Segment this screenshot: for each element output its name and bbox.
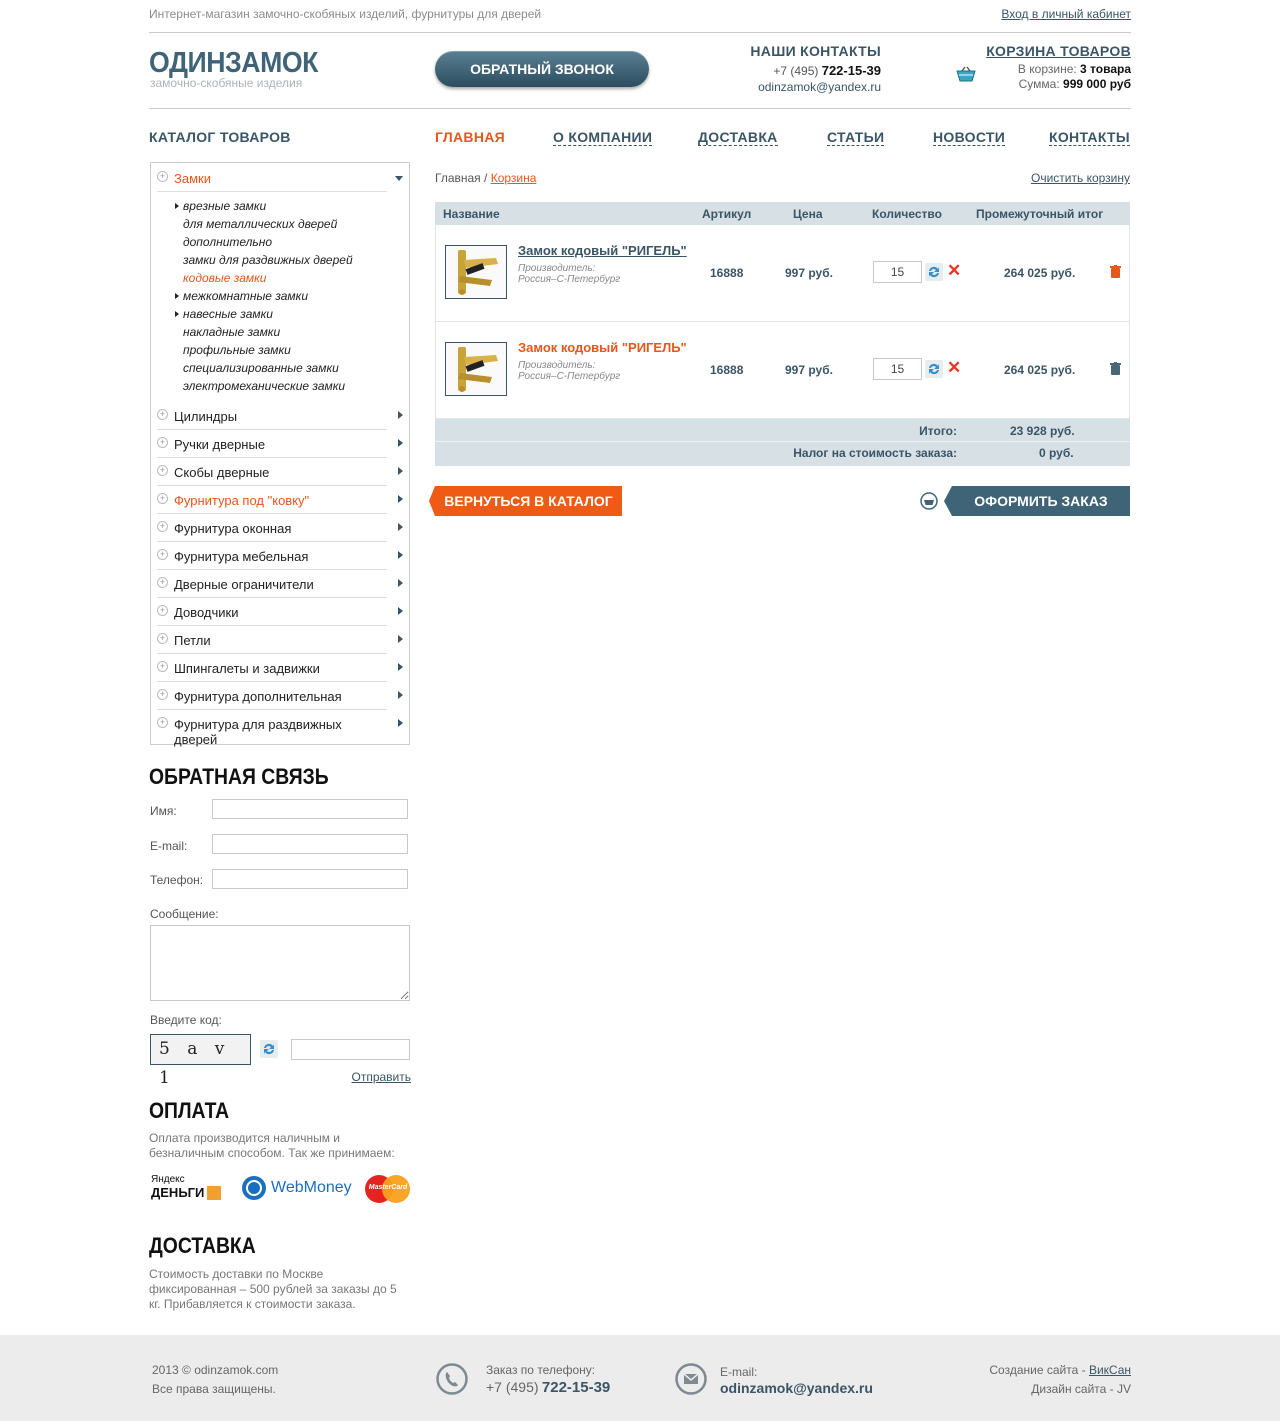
chevron-right-icon (398, 411, 403, 419)
quantity-input[interactable]: 15 (873, 358, 922, 380)
subcategory-item[interactable]: профильные замки (183, 343, 291, 357)
cart-sum (986, 77, 1131, 91)
category-item[interactable] (157, 430, 387, 458)
envelope-icon (675, 1363, 707, 1395)
message-label: Сообщение: (150, 907, 219, 921)
breadcrumb-home[interactable]: Главная (435, 171, 481, 185)
catalog-title: КАТАЛОГ ТОВАРОВ (149, 129, 291, 145)
totals-divider (435, 441, 1130, 442)
category-label: Фурнитура для раздвижных дверей (174, 717, 342, 747)
subcategory-item[interactable]: специализированные замки (183, 361, 339, 375)
mastercard-logo-text: MasterCard (368, 1184, 408, 1191)
footer-email[interactable] (720, 1380, 873, 1396)
lock-image (446, 343, 506, 395)
yandex-wallet-icon (207, 1186, 221, 1200)
chevron-right-icon (398, 607, 403, 615)
captcha-input[interactable] (291, 1039, 410, 1060)
remove-x-icon[interactable]: ✕ (947, 261, 962, 280)
mastercard-logo (365, 1175, 411, 1203)
callback-button[interactable]: ОБРАТНЫЙ ЗВОНОК (435, 51, 649, 87)
expand-icon: + (157, 605, 168, 616)
chevron-right-icon (398, 551, 403, 559)
category-item[interactable] (157, 402, 387, 430)
product-name-link[interactable]: Замок кодовый "РИГЕЛЬ" (518, 243, 687, 258)
feedback-title: ОБРАТНАЯ СВЯЗЬ (149, 764, 329, 789)
footer-rights: Все права защищены. (152, 1382, 276, 1396)
clear-cart-link[interactable]: Очистить корзину (1031, 171, 1130, 185)
name-label: Имя: (150, 804, 177, 818)
expand-icon: + (157, 437, 168, 448)
email-field[interactable] (212, 834, 408, 854)
breadcrumb (435, 171, 536, 185)
category-item[interactable] (157, 570, 387, 598)
chevron-right-icon (398, 691, 403, 699)
expand-icon: + (157, 171, 168, 182)
chevron-right-icon (398, 663, 403, 671)
manufacturer-value: Россия–С-Петербург (518, 371, 621, 382)
expand-icon: + (157, 549, 168, 560)
category-item[interactable] (157, 486, 387, 514)
subcategory-label: врезные замки (183, 199, 267, 213)
col-name: Название (443, 207, 500, 221)
nav-delivery[interactable]: ДОСТАВКА (698, 129, 778, 145)
chevron-right-icon (398, 719, 403, 727)
expand-icon: + (157, 689, 168, 700)
nav-news[interactable]: НОВОСТИ (933, 129, 1006, 145)
footer-made (989, 1363, 1131, 1377)
footer-email-value: odinzamok@yandex.ru (720, 1380, 873, 1396)
totals-block (435, 419, 1130, 466)
footer-design: Дизайн сайта - JV (1031, 1382, 1131, 1396)
cart-count-label: В корзине: (1017, 62, 1077, 76)
chevron-right-icon (398, 495, 403, 503)
category-label: Ручки дверные (174, 437, 266, 452)
product-subtotal: 264 025 руб. (1004, 266, 1076, 280)
category-item[interactable] (157, 598, 387, 626)
footer-email-label: E-mail: (720, 1365, 758, 1379)
subcategory-item[interactable] (183, 199, 266, 213)
phone-number: 722-15-39 (821, 63, 881, 78)
expand-icon: + (157, 409, 168, 420)
table-header (435, 202, 1130, 225)
yandex-logo-bottom: ДЕНЬГИ (151, 1185, 205, 1200)
table-row (435, 225, 1130, 322)
category-label: Петли (174, 633, 211, 648)
delivery-title: ДОСТАВКА (149, 1233, 256, 1258)
footer-phone-prefix: +7 (495) (486, 1379, 539, 1395)
triangle-icon (175, 203, 179, 209)
footer-phone (486, 1379, 610, 1396)
footer-made-link[interactable]: ВикСан (1088, 1363, 1131, 1377)
product-manufacturer (518, 360, 620, 382)
subcategory-label: межкомнатные замки (183, 289, 308, 303)
product-thumbnail[interactable] (445, 342, 507, 396)
total-label: Итого: (919, 424, 957, 438)
site-logo-subtitle: замочно-скобяные изделия (150, 76, 303, 90)
webmoney-logo-text: WebMoney (271, 1179, 352, 1196)
product-manufacturer (518, 263, 620, 285)
send-link[interactable]: Отправить (351, 1070, 411, 1084)
footer (0, 1335, 1280, 1421)
product-price: 997 руб. (785, 266, 833, 280)
expand-icon: + (157, 661, 168, 672)
breadcrumb-separator: / (480, 171, 491, 185)
product-subtotal: 264 025 руб. (1004, 363, 1076, 377)
cart-block (986, 43, 1131, 91)
refresh-icon[interactable] (925, 263, 943, 281)
back-to-catalog-button[interactable]: ВЕРНУТЬСЯ В КАТАЛОГ (435, 486, 622, 516)
refresh-icon[interactable] (260, 1040, 278, 1058)
manufacturer-value: Россия–С-Петербург (518, 274, 621, 285)
category-label: Замки (174, 171, 211, 186)
contacts-block (750, 43, 881, 94)
category-label: Фурнитура под "ковку" (174, 493, 310, 508)
yandex-money-logo (151, 1174, 223, 1204)
manufacturer-label: Производитель: (518, 263, 596, 274)
total-value: 23 928 руб. (1010, 424, 1075, 438)
subcategory-label: навесные замки (183, 307, 273, 321)
tax-value: 0 руб. (1039, 446, 1074, 460)
category-item[interactable] (157, 458, 387, 486)
site-logo[interactable]: ОДИНЗАМОК (149, 47, 318, 79)
category-item[interactable] (157, 682, 387, 710)
cart-sum-label: Сумма: (1018, 77, 1060, 91)
category-label: Фурнитура дополнительная (174, 689, 342, 704)
contacts-phone (750, 63, 881, 78)
category-label: Скобы дверные (174, 465, 270, 480)
contacts-title: НАШИ КОНТАКТЫ (750, 43, 881, 59)
header (149, 33, 1131, 109)
col-price: Цена (793, 207, 823, 221)
chevron-right-icon (398, 467, 403, 475)
footer-made-label: Создание сайта - (989, 1363, 1086, 1377)
login-link[interactable]: Вход в личный кабинет (1001, 7, 1131, 21)
col-quantity: Количество (872, 207, 942, 221)
email-label: E-mail: (150, 839, 188, 853)
cart-count-value: 3 товара (1080, 62, 1131, 76)
expand-icon: + (157, 493, 168, 504)
cart-sum-value: 999 000 руб (1063, 77, 1131, 91)
main-nav (435, 129, 1131, 149)
category-label: Дверные ограничители (174, 577, 314, 592)
category-label: Фурнитура мебельная (174, 549, 309, 564)
expand-icon: + (157, 717, 168, 728)
manufacturer-label: Производитель: (518, 360, 596, 371)
webmoney-globe-icon (241, 1175, 267, 1201)
chevron-right-icon (398, 635, 403, 643)
subcategory-item[interactable]: накладные замки (183, 325, 281, 339)
site-tagline: Интернет-магазин замочно-скобяных изделий, фурнитуры для дверей (149, 7, 542, 21)
breadcrumb-current[interactable]: Корзина (490, 171, 537, 185)
category-item[interactable] (157, 626, 387, 654)
product-thumbnail[interactable] (445, 245, 507, 299)
chevron-right-icon (398, 579, 403, 587)
catalog-menu (150, 162, 410, 745)
table-row (435, 322, 1130, 419)
refresh-icon[interactable] (925, 360, 943, 378)
basket-circle-icon (920, 492, 938, 510)
subcategory-item[interactable]: для металлических дверей (183, 217, 338, 231)
captcha-image: 5 a v 1 (150, 1034, 251, 1065)
yandex-logo-top: Яндекс (151, 1174, 185, 1185)
col-subtotal: Промежуточный итог (976, 207, 1104, 221)
contacts-email[interactable]: odinzamok@yandex.ru (758, 80, 881, 94)
category-label: Шпингалеты и задвижки (174, 661, 320, 676)
subcategory-item[interactable]: замки для раздвижных дверей (183, 253, 353, 267)
footer-phone-number: 722-15-39 (541, 1379, 611, 1396)
checkout-button[interactable]: ОФОРМИТЬ ЗАКАЗ (952, 486, 1130, 516)
category-item[interactable] (157, 542, 387, 570)
nav-about[interactable]: О КОМПАНИИ (553, 129, 653, 145)
expand-icon: + (157, 633, 168, 644)
product-name-link[interactable]: Замок кодовый "РИГЕЛЬ" (518, 340, 687, 355)
payment-text: Оплата производится наличным и безналичным способом. Так же принимаем: (149, 1131, 395, 1160)
subcategory-item-active[interactable]: кодовые замки (183, 271, 267, 285)
product-article: 16888 (710, 266, 744, 280)
nav-home[interactable]: ГЛАВНАЯ (435, 129, 506, 145)
cart-count (986, 62, 1131, 76)
chevron-right-icon (398, 523, 403, 531)
phone-prefix: +7 (495) (773, 64, 819, 78)
subcategory-item[interactable]: дополнительно (183, 235, 272, 249)
expand-icon: + (157, 577, 168, 588)
nav-articles[interactable]: СТАТЬИ (827, 129, 885, 145)
tax-label: Налог на стоимость заказа: (793, 446, 957, 460)
subcategory-item[interactable] (183, 307, 273, 321)
delivery-text: Стоимость доставки по Москве фиксированная – 500 рублей за заказы до 5 кг. Прибавляется к стоимости заказа. (149, 1267, 397, 1311)
category-item[interactable] (157, 710, 387, 747)
name-field[interactable] (212, 799, 408, 819)
category-label: Цилиндры (174, 409, 238, 424)
category-item[interactable] (157, 514, 387, 542)
triangle-icon (175, 311, 179, 317)
remove-x-icon[interactable]: ✕ (947, 358, 962, 377)
subcategory-item[interactable] (183, 289, 308, 303)
basket-icon[interactable] (956, 66, 976, 82)
category-locks[interactable] (157, 164, 387, 192)
product-article: 16888 (710, 363, 744, 377)
triangle-icon (175, 293, 179, 299)
subcategory-item[interactable]: электромеханические замки (183, 379, 346, 393)
col-article: Артикул (702, 207, 752, 221)
message-field[interactable] (150, 925, 410, 1001)
phone-icon (436, 1363, 468, 1395)
chevron-right-icon (398, 439, 403, 447)
trash-icon[interactable] (1110, 362, 1121, 375)
top-bar (149, 0, 1131, 33)
payment-title: ОПЛАТА (149, 1098, 230, 1123)
phone-label: Телефон: (150, 873, 204, 887)
expand-icon: + (157, 521, 168, 532)
footer-phone-label: Заказ по телефону: (486, 1363, 596, 1377)
quantity-input[interactable]: 15 (873, 261, 922, 283)
lock-image (446, 246, 506, 298)
webmoney-logo (241, 1174, 351, 1204)
cart-title[interactable]: КОРЗИНА ТОВАРОВ (986, 43, 1131, 59)
footer-copyright: 2013 © odinzamok.com (152, 1363, 279, 1377)
category-label: Доводчики (174, 605, 239, 620)
category-label: Фурнитура оконная (174, 521, 292, 536)
trash-icon[interactable] (1110, 265, 1121, 278)
captcha-label: Введите код: (150, 1013, 222, 1027)
nav-contacts[interactable]: КОНТАКТЫ (1049, 129, 1130, 145)
chevron-down-icon (395, 176, 403, 181)
expand-icon: + (157, 465, 168, 476)
phone-field[interactable] (212, 869, 408, 889)
product-price: 997 руб. (785, 363, 833, 377)
category-item[interactable] (157, 654, 387, 682)
